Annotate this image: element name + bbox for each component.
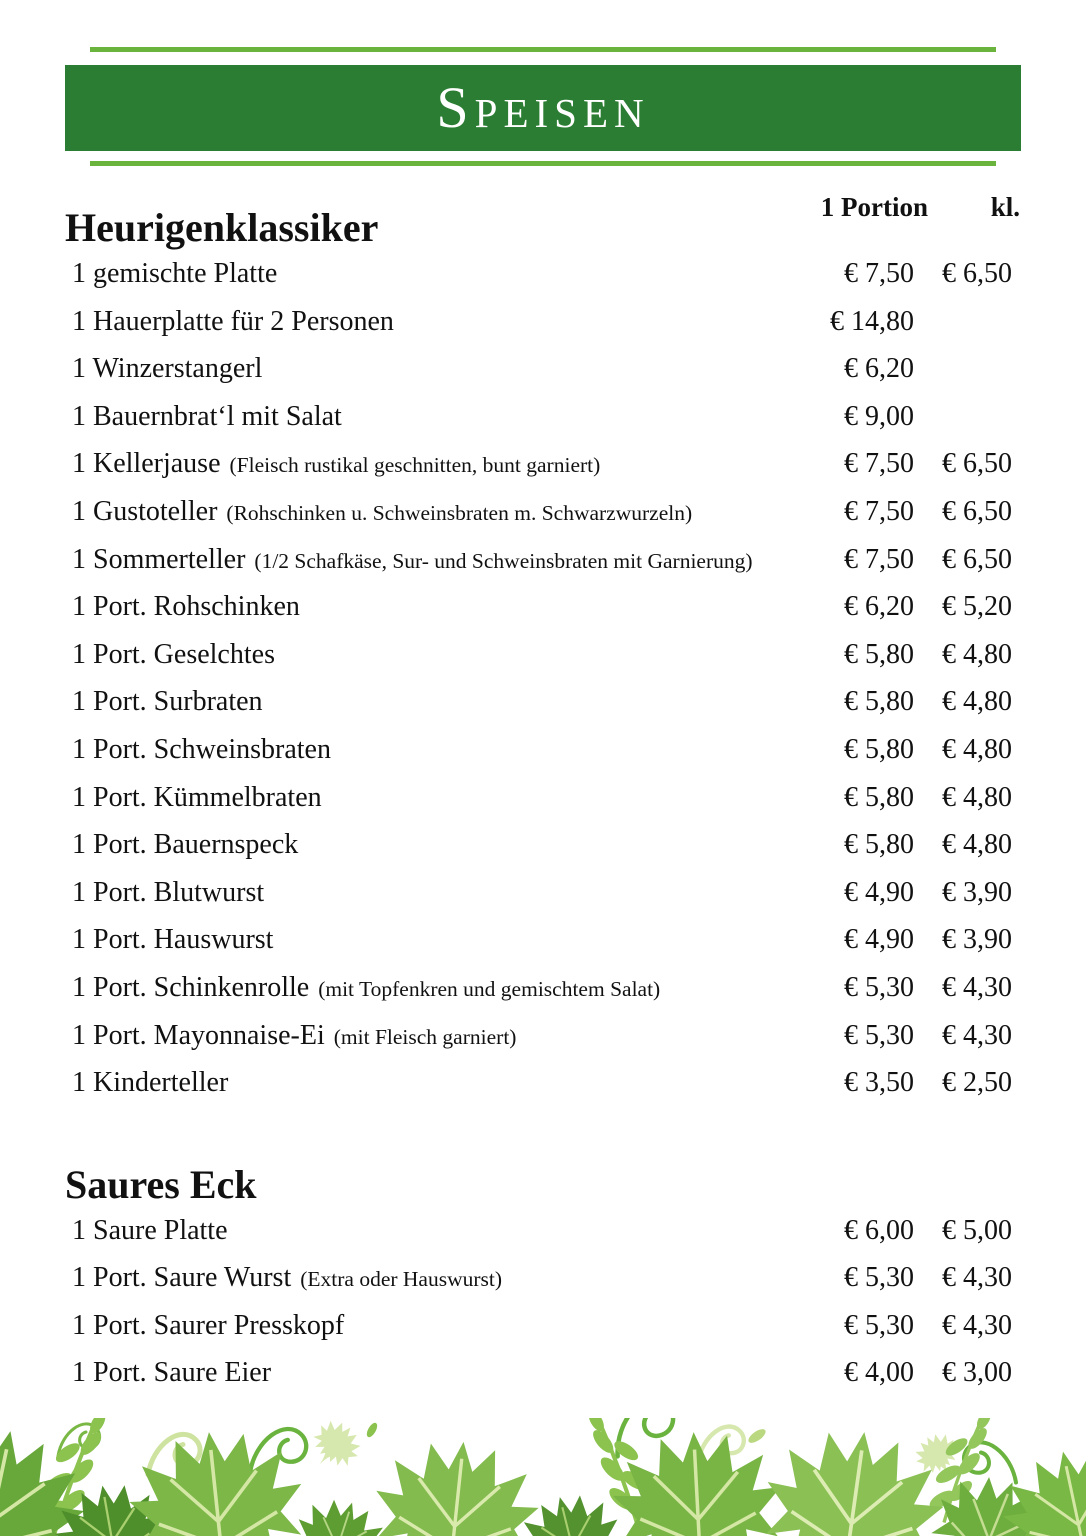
item-row — [65, 916, 1012, 964]
item-price-portion: € 6,20 — [844, 353, 914, 385]
item-name — [72, 536, 799, 586]
item-name-text: 1 Sommerteller — [72, 543, 246, 575]
item-price-portion: € 7,50 — [844, 258, 914, 289]
item-price-portion: € 14,80 — [830, 305, 914, 337]
item-desc: (Fleisch rustikal geschnitten, bunt garniert) — [229, 453, 601, 478]
item-name-text: 1 Port. Surbraten — [72, 686, 263, 718]
grape-vine-leaves-border — [0, 1418, 1086, 1536]
item-desc: (Rohschinken u. Schweinsbraten m. Schwarzwurzeln) — [226, 500, 693, 525]
item-name — [72, 298, 799, 346]
item-name-text: 1 gemischte Platte — [72, 258, 278, 289]
item-name — [72, 345, 799, 393]
item-name-text: 1 Port. Bauernspeck — [72, 829, 299, 861]
item-row — [65, 440, 1012, 488]
item-price-portion: € 7,50 — [844, 448, 914, 480]
item-price-portion: € 6,20 — [844, 591, 914, 623]
item-row — [65, 964, 1012, 1012]
item-name-text: 1 Winzerstangerl — [72, 353, 263, 385]
item-price-portion: € 9,00 — [844, 400, 914, 432]
item-name — [72, 1302, 799, 1350]
item-desc: (mit Topfenkren und gemischtem Salat) — [318, 976, 661, 1001]
item-price-portion: € 5,30 — [844, 1262, 914, 1294]
menu-section — [65, 1163, 1012, 1397]
item-price-portion: € 4,90 — [844, 924, 914, 956]
item-name — [72, 964, 799, 1014]
item-row — [65, 583, 1012, 631]
item-price-portion: € 6,00 — [844, 1214, 914, 1246]
item-price-small: € 3,90 — [942, 876, 1012, 908]
item-name — [72, 440, 799, 490]
item-price-portion: € 7,50 — [844, 543, 914, 575]
item-name-text: 1 Port. Kümmelbraten — [72, 781, 322, 813]
item-name — [72, 869, 799, 917]
item-row — [65, 726, 1012, 774]
item-name — [72, 726, 799, 774]
item-name — [72, 1254, 799, 1304]
item-desc: (mit Fleisch garniert) — [333, 1024, 517, 1049]
item-name-text: 1 Kinderteller — [72, 1067, 229, 1099]
item-name-text: 1 Port. Schweinsbraten — [72, 733, 331, 765]
page-title: Speisen — [436, 75, 650, 140]
item-desc: (1/2 Schafkäse, Sur- und Schweinsbraten mit Garnierung) — [254, 548, 753, 573]
item-name-text: 1 Port. Saurer Presskopf — [72, 1309, 345, 1341]
item-row — [65, 298, 1012, 346]
item-name — [72, 821, 799, 869]
item-name-text: 1 Port. Geselchtes — [72, 638, 275, 670]
item-price-small: € 5,00 — [942, 1214, 1012, 1246]
item-name-text: 1 Port. Hauswurst — [72, 924, 274, 956]
item-price-portion: € 5,80 — [844, 686, 914, 718]
item-name — [72, 1059, 799, 1107]
item-name-text: 1 Gustoteller — [72, 495, 218, 527]
item-price-portion: € 3,50 — [844, 1067, 914, 1099]
item-row — [65, 488, 1012, 536]
page-header — [0, 47, 1086, 166]
item-price-small: € 4,30 — [942, 971, 1012, 1003]
item-row — [65, 1302, 1012, 1350]
item-row — [65, 250, 1012, 298]
item-name-text: 1 Kellerjause — [72, 448, 221, 480]
item-name — [72, 393, 799, 441]
item-price-portion: € 5,30 — [844, 1309, 914, 1341]
item-name — [72, 583, 799, 631]
item-price-portion: € 5,30 — [844, 1019, 914, 1051]
item-row — [65, 678, 1012, 726]
item-price-small: € 2,50 — [942, 1067, 1012, 1099]
item-name-text: 1 Saure Platte — [72, 1214, 228, 1246]
item-name — [72, 250, 799, 298]
item-price-portion: € 7,50 — [844, 495, 914, 527]
bottom-rule — [90, 161, 996, 166]
item-price-portion: € 4,90 — [844, 876, 914, 908]
item-price-small: € 3,00 — [942, 1357, 1012, 1389]
item-price-portion: € 5,80 — [844, 733, 914, 765]
price-column-headers — [799, 192, 1020, 223]
column-header-kl: kl. — [990, 192, 1020, 222]
item-name — [72, 1349, 799, 1397]
item-price-small: € 6,50 — [942, 258, 1012, 289]
item-row — [65, 1349, 1012, 1397]
item-price-portion: € 5,30 — [844, 971, 914, 1003]
item-price-small: € 5,20 — [942, 591, 1012, 623]
item-name-text: 1 Port. Rohschinken — [72, 591, 300, 623]
item-price-small: € 4,80 — [942, 829, 1012, 861]
item-price-small: € 4,80 — [942, 733, 1012, 765]
item-price-small: € 4,30 — [942, 1019, 1012, 1051]
item-name — [72, 1207, 799, 1255]
column-header-portion: 1 Portion — [820, 192, 928, 222]
item-name — [72, 678, 799, 726]
section-items — [65, 1207, 1012, 1397]
item-name-text: 1 Port. Schinkenrolle — [72, 971, 310, 1003]
item-price-small: € 4,30 — [942, 1309, 1012, 1341]
section-items — [65, 250, 1012, 1107]
item-price-small: € 4,80 — [942, 686, 1012, 718]
item-row — [65, 345, 1012, 393]
item-name-text: 1 Hauerplatte für 2 Personen — [72, 305, 394, 337]
item-price-portion: € 5,80 — [844, 781, 914, 813]
item-name-text: 1 Port. Saure Wurst — [72, 1262, 292, 1294]
item-row — [65, 774, 1012, 822]
item-price-small: € 4,80 — [942, 638, 1012, 670]
item-name-text: 1 Port. Blutwurst — [72, 876, 265, 908]
item-name — [72, 488, 799, 538]
item-price-portion: € 4,00 — [844, 1357, 914, 1389]
item-price-portion: € 5,80 — [844, 638, 914, 670]
item-price-small: € 4,30 — [942, 1262, 1012, 1294]
menu-sections — [65, 206, 1012, 1397]
item-name — [72, 916, 799, 964]
item-name-text: 1 Port. Mayonnaise-Ei — [72, 1019, 325, 1051]
item-name — [72, 774, 799, 822]
title-banner — [65, 65, 1021, 151]
menu-section — [65, 206, 1012, 1107]
item-row — [65, 536, 1012, 584]
item-name — [72, 631, 799, 679]
item-price-small: € 6,50 — [942, 495, 1012, 527]
item-name-text: 1 Port. Saure Eier — [72, 1357, 272, 1389]
item-price-small: € 4,80 — [942, 781, 1012, 813]
item-price-portion: € 5,80 — [844, 829, 914, 861]
section-title: Saures Eck — [65, 1161, 257, 1207]
item-desc: (Extra oder Hauswurst) — [300, 1267, 503, 1292]
item-row — [65, 1059, 1012, 1107]
item-price-small: € 3,90 — [942, 924, 1012, 956]
item-row — [65, 393, 1012, 441]
item-price-small: € 6,50 — [942, 543, 1012, 575]
top-rule — [90, 47, 996, 52]
item-price-small: € 6,50 — [942, 448, 1012, 480]
item-name-text: 1 Bauernbrat‘l mit Salat — [72, 400, 342, 432]
item-row — [65, 631, 1012, 679]
section-title: Heurigenklassiker — [65, 205, 379, 250]
item-row — [65, 1012, 1012, 1060]
item-row — [65, 821, 1012, 869]
item-row — [65, 1254, 1012, 1302]
item-name — [72, 1012, 799, 1062]
item-row — [65, 1207, 1012, 1255]
item-row — [65, 869, 1012, 917]
